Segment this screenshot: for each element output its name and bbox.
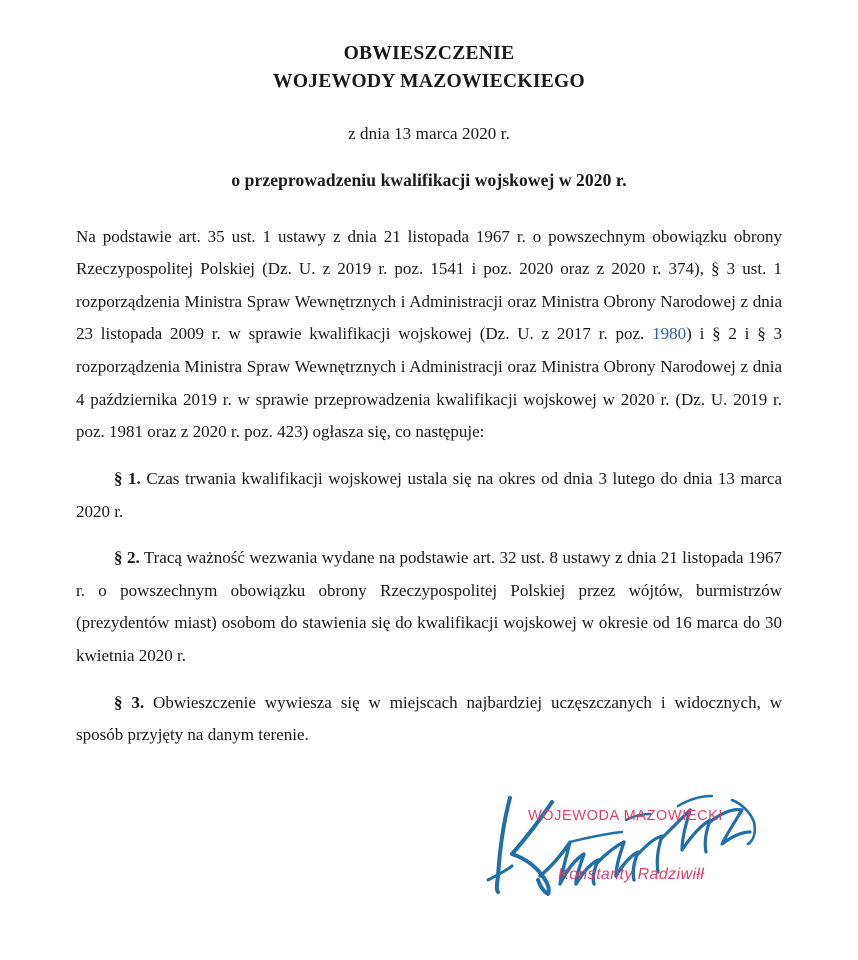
document-date: z dnia 13 marca 2020 r. [348, 123, 510, 143]
paragraph-section-2 [76, 542, 782, 673]
signer-name: Konstanty Radziwiłł [558, 865, 705, 883]
signature-block [76, 770, 782, 960]
section-1-text: Czas trwania kwalifikacji wojskowej ustala się na okres od dnia 3 lutego do dnia 13 marca 2020 r. [76, 468, 783, 521]
document-body [76, 221, 782, 752]
section-2-marker: § 2. [114, 548, 140, 568]
handwritten-signature-icon [474, 780, 774, 910]
page-title [76, 40, 782, 97]
paragraph-section-3 [76, 687, 782, 752]
title-line-1: OBWIESZCZENIE [343, 43, 515, 64]
preamble-text-part-1: Na podstawie art. 35 ust. 1 ustawy z dnia 21 listopada 1967 r. o powszechnym obowiązku obrony Rzeczypospolitej Polskiej (Dz. U. z 2019 r. poz. 1541 i poz. 2020 oraz z 2020 r. 374), § 3 ust. 1 rozporządzenia Ministra Spraw Wewnętrznych i Administracji oraz Ministra Obrony Narodowej z dnia 23 listopada 2009 r. w sprawie kwalifikacji wojskowej (Dz. U. z 2017 r. poz. [76, 226, 782, 344]
section-2-text: Tracą ważność wezwania wydane na podstawie art. 32 ust. 8 ustawy z dnia 21 listopada 1967 r. o powszechnym obowiązku obrony Rzeczypospolitej Polskiej przez wójtów, burmistrzów (prezydentów miast) osobom do stawienia się do kwalifikacji wojskowej w okresie od 16 marca do 30 kwietnia 2020 r. [76, 548, 783, 666]
section-1-marker: § 1. [114, 468, 141, 488]
document-subject: o przeprowadzeniu kwalifikacji wojskowej w 2020 r. [231, 169, 627, 190]
stamp-title: WOJEWODA MAZOWIECKI [528, 807, 724, 824]
paragraph-preamble [76, 221, 782, 449]
preamble-highlighted-reference: 1980 [652, 324, 687, 344]
title-line-2: WOJEWODY MAZOWIECKIEGO [273, 71, 585, 93]
paragraph-section-1 [76, 463, 782, 528]
preamble-text-part-2: ) i § 2 i § 3 rozporządzenia Ministra Spraw Wewnętrznych i Administracji oraz Ministra Obrony Narodowej z dnia 4 października 2019 r. w sprawie przeprowadzenia kwalifikacji wojskowej w 2020 r. (Dz. U. 2019 r. poz. 1981 oraz z 2020 r. poz. 423) ogłasza się, co następuje: [76, 324, 783, 442]
section-3-marker: § 3. [114, 692, 145, 712]
section-3-text: Obwieszczenie wywiesza się w miejscach najbardziej uczęszczanych i widocznych, w sposób przyjęty na danym terenie. [76, 692, 782, 745]
